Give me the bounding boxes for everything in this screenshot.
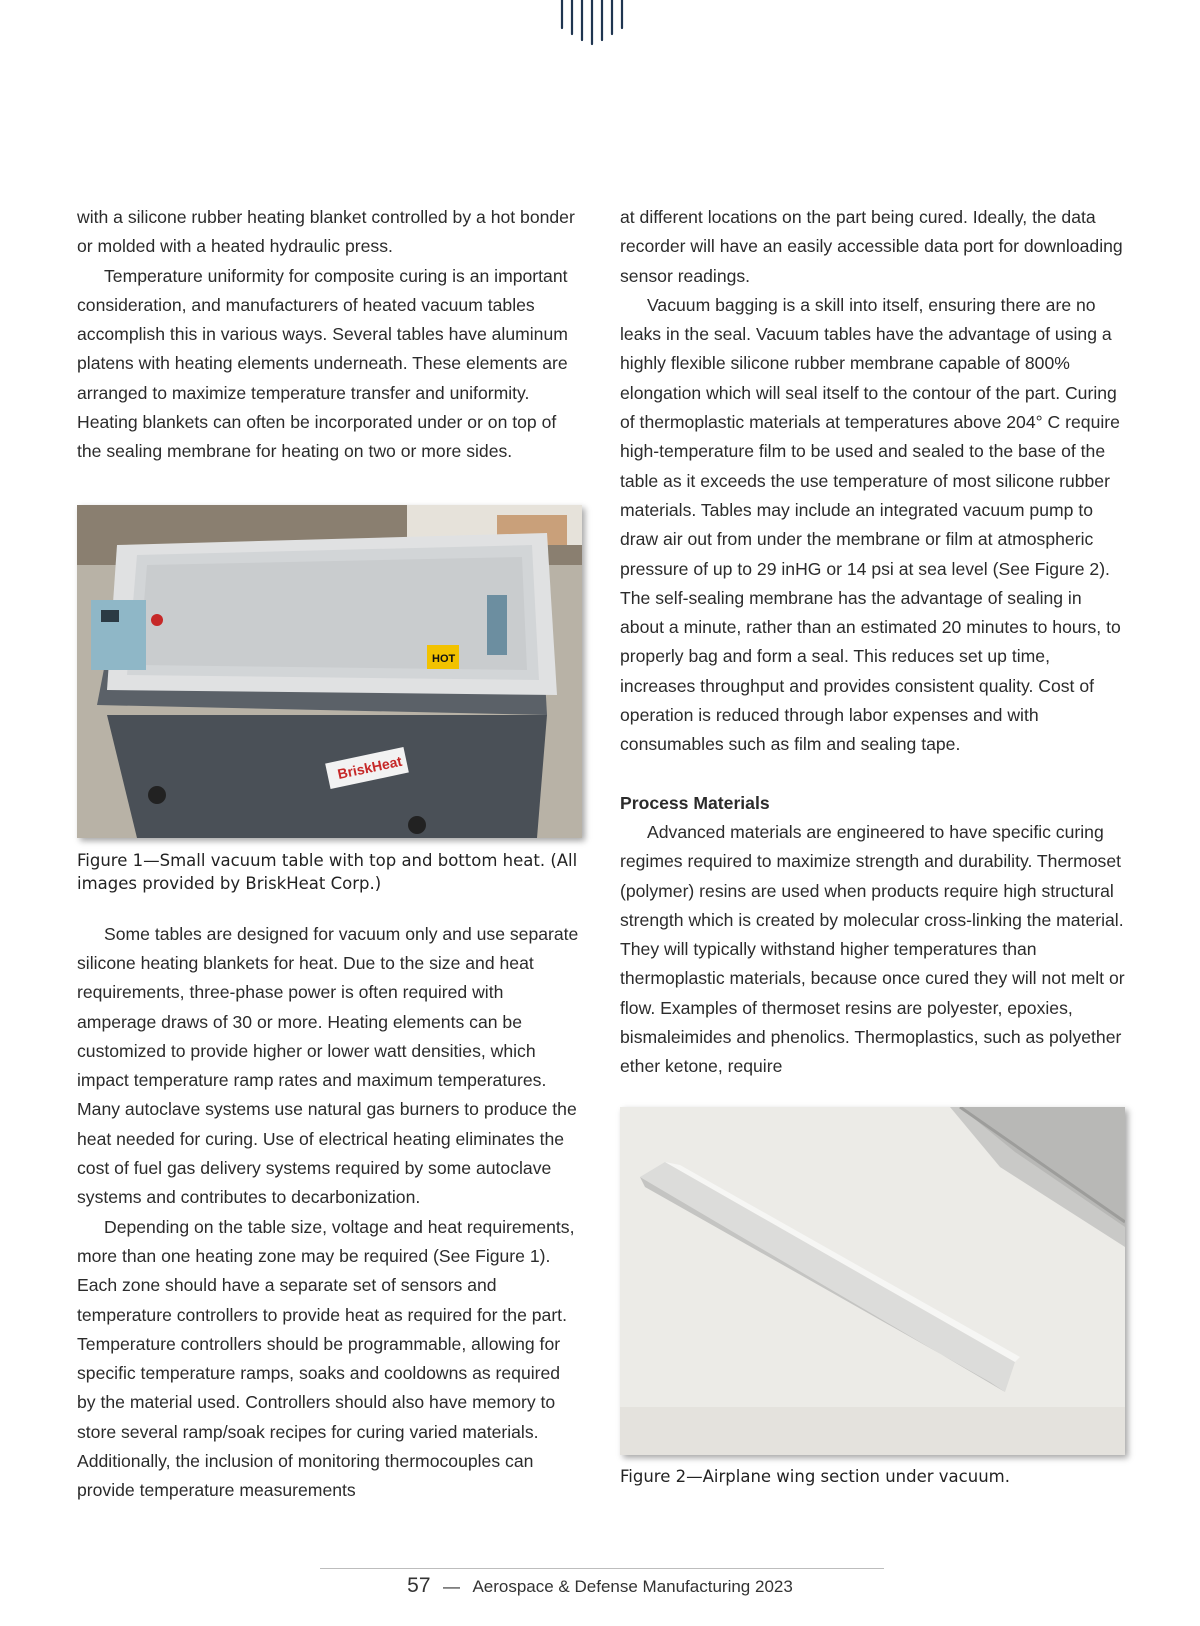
wing-under-vacuum-illustration xyxy=(620,1107,1125,1455)
paragraph: Vacuum bagging is a skill into itself, ensuring there are no leaks in the seal. Vacuum tables have the advantage of using a highly flexible silicone rubber membrane capable of 800% elongation which will seal itself to the contour of the part. Curing of thermoplastic materials at temperatures above 204° C require high-temperature film to be used and sealed to the base of the table as it exceeds the use temperature of most silicone rubber materials. Tables may include an integrated vacuum pump to draw air out from under the membrane or film at atmospheric pressure of up to 29 inHG or 14 psi at sea level (See Figure 2). The self-sealing membrane has the advantage of sealing in about a minute, rather than an estimated 20 minutes to hours, to properly bag and form a seal. This reduces set up time, increases throughput and provides consistent quality. Cost of operation is reduced through labor expenses and with consumables such as film and sealing tape. xyxy=(620,294,1121,755)
figure-caption: Figure 1—Small vacuum table with top and bottom heat. (All images provided by BriskHeat Corp.) xyxy=(77,850,578,893)
footer-separator: — xyxy=(442,1577,460,1596)
paragraph: Depending on the table size, voltage and heat requirements, more than one heating zone may be required (See Figure 1). Each zone should have a separate set of sensors and temperature controllers to provide heat as required for the part. Temperature controllers should be programmable, allowing for specific temperature ramps, soaks and cooldowns as required by the material used. Controllers should also have memory to store several ramp/soak recipes for curing varied materials. Additionally, the inclusion of monitoring thermocouples can provide temperature measurements xyxy=(77,1216,575,1501)
figure-2 xyxy=(620,1107,1130,1488)
right-column xyxy=(620,203,1130,1488)
figure-caption: Figure 2—Airplane wing section under vacuum. xyxy=(620,1466,1010,1486)
paragraph: at different locations on the part being cured. Ideally, the data recorder will have an easily accessible data port for downloading sensor readings. xyxy=(620,207,1123,286)
paragraph: Advanced materials are engineered to have specific curing regimes required to maximize strength and durability. Thermoset (polymer) resins are used when products require high structural strength which is created by molecular cross-linking the material. They will typically withstand higher temperatures than thermoplastic materials, because once cured they will not melt or flow. Examples of thermoset resins are polyester, epoxies, bismaleimides and phenolics. Thermoplastics, such as polyether ether ketone, require xyxy=(620,821,1125,1077)
paragraph: with a silicone rubber heating blanket controlled by a hot bonder or molded with a heated hydraulic press. xyxy=(77,207,575,257)
warning-label: HOT xyxy=(432,652,456,665)
section-heading: Process Materials xyxy=(620,792,770,813)
left-column xyxy=(77,203,582,1506)
page-number: 57 xyxy=(407,1574,431,1597)
header-decoration xyxy=(560,0,640,48)
paragraph: Temperature uniformity for composite curing is an important consideration, and manufacturers of heated vacuum tables accomplish this in various ways. Several tables have aluminum platens with heating elements underneath. These elements are arranged to maximize temperature transfer and uniformity. Heating blankets can often be incorporated under or on top of the sealing membrane for heating on two or more sides. xyxy=(77,265,568,462)
vacuum-table-photo xyxy=(77,505,582,838)
footer-divider xyxy=(320,1568,884,1569)
publication-title: Aerospace & Defense Manufacturing 2023 xyxy=(472,1577,793,1596)
figure-1 xyxy=(77,505,582,895)
paragraph: Some tables are designed for vacuum only and use separate silicone heating blankets for heat. Due to the size and heat requirements, three-phase power is often required with amperage draws of 30 or more. Heating elements can be customized to provide higher or lower watt densities, which impact temperature ramp rates and maximum temperatures. Many autoclave systems use natural gas burners to produce the heat needed for curing. Use of electrical heating eliminates the cost of fuel gas delivery systems required by some autoclave systems and contributes to decarbonization. xyxy=(77,923,579,1208)
wing-section-photo xyxy=(620,1107,1125,1455)
vacuum-table-illustration xyxy=(77,505,582,838)
brand-label: BriskHeat xyxy=(335,752,404,782)
page-footer xyxy=(0,1574,1200,1598)
